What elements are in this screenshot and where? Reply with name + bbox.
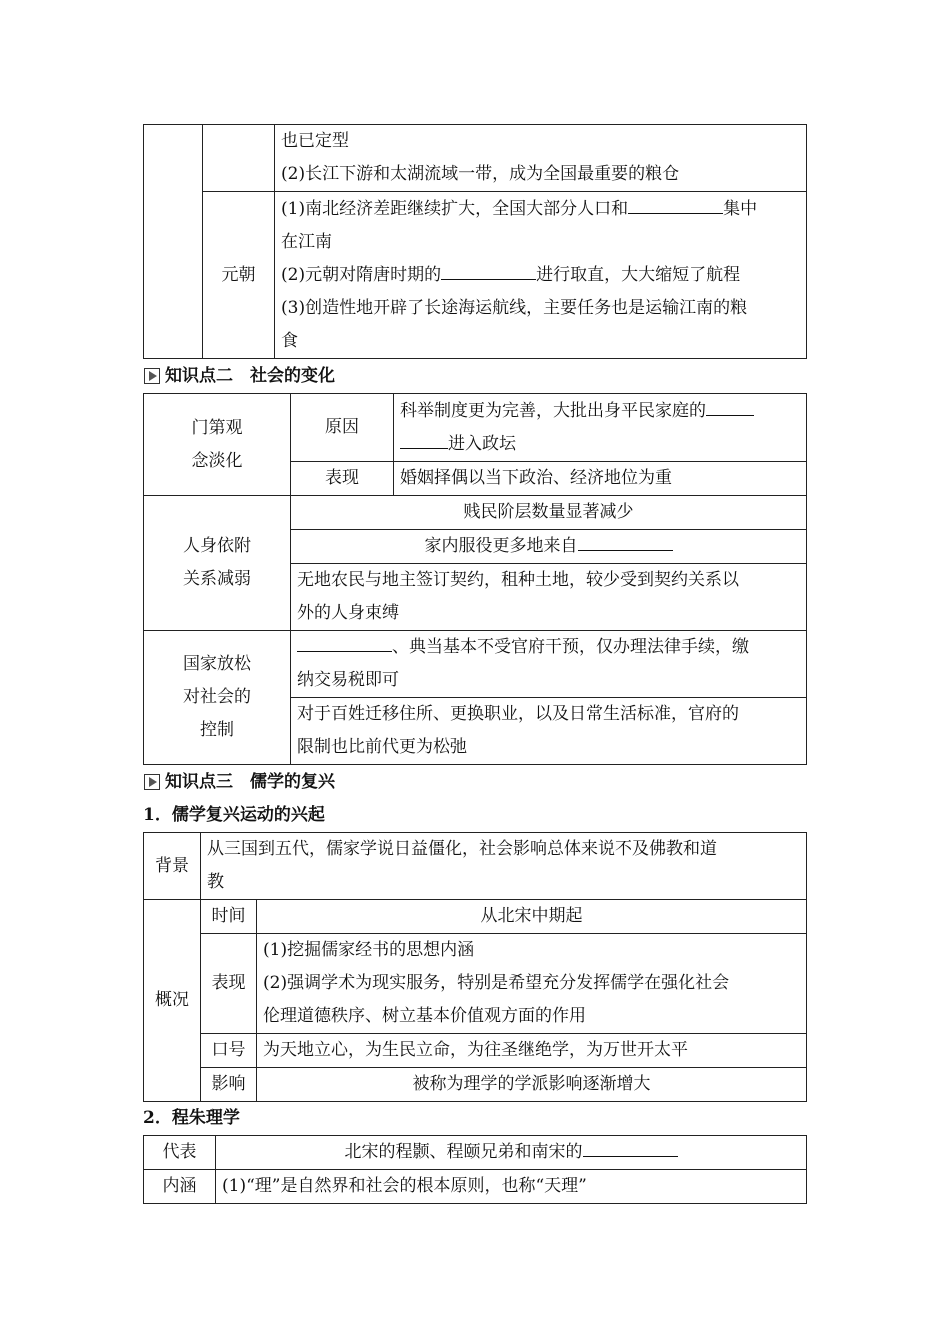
row-value (394, 394, 807, 462)
fill-blank[interactable] (628, 193, 723, 214)
neo-confucian-table (143, 1135, 807, 1204)
text-line: 伦理道德秩序、树立基本价值观方面的作用 (263, 1006, 586, 1026)
fill-blank[interactable] (297, 631, 392, 652)
fill-blank[interactable] (578, 530, 673, 551)
row-key: 背景 (144, 833, 201, 900)
text-fragment: 北宋的程颢、程颐兄弟和南宋的 (344, 1142, 583, 1162)
row-value: 被称为理学的学派影响逐渐增大 (257, 1068, 807, 1102)
row-value (201, 833, 807, 900)
text-fragment: (2)元朝对隋唐时期的 (281, 264, 442, 285)
fill-blank[interactable] (706, 395, 754, 416)
group-label (144, 394, 291, 496)
text-line: (2)长江下游和太湖流域一带，成为全国最重要的粮仓 (281, 164, 680, 184)
row-value: 从北宋中期起 (257, 900, 807, 934)
row-value (257, 934, 807, 1034)
yuan-label: 元朝 (203, 192, 275, 359)
row-key: 口号 (201, 1034, 257, 1068)
text-fragment: 进入政坛 (448, 433, 516, 454)
text-line: 对于百姓迁移住所、更换职业，以及日常生活标准，官府的 (297, 704, 739, 724)
row-value: 婚姻择偶以当下政治、经济地位为重 (394, 462, 807, 496)
text-line: 纳交易税即可 (297, 670, 399, 690)
section-heading (143, 765, 807, 799)
economy-table-continued (143, 124, 807, 359)
row-value (291, 564, 807, 631)
row-value (291, 530, 807, 564)
text-line: (2)强调学术为现实服务，特别是希望充分发挥儒学在强化社会 (263, 973, 730, 993)
text-fragment: 集中 (723, 198, 758, 219)
text-line: 从三国到五代，儒家学说日益僵化，社会影响总体来说不及佛教和道 (207, 839, 717, 859)
text-fragment: (1)南北经济差距继续扩大，全国大部分人口和 (281, 198, 629, 219)
text-line: 限制也比前代更为松弛 (297, 737, 467, 757)
text-line: (1)挖掘儒家经书的思想内涵 (263, 940, 475, 960)
row-key: 代表 (144, 1136, 216, 1170)
label-line: 控制 (200, 720, 234, 740)
play-triangle-icon (144, 774, 160, 790)
label-line: 门第观 (191, 417, 243, 438)
row-key: 时间 (201, 900, 257, 934)
row-value (291, 631, 807, 698)
yuan-content-cell (275, 192, 807, 359)
row-value: 为天地立心，为生民立命，为往圣继绝学，为万世开太平 (257, 1034, 807, 1068)
empty-dynasty-cell (203, 125, 275, 192)
section-heading (143, 359, 807, 393)
subheading: 1．儒学复兴运动的兴起 (143, 805, 325, 825)
play-triangle-icon (144, 368, 160, 384)
text-line: 外的人身束缚 (297, 603, 399, 623)
row-value (291, 698, 807, 765)
text-fragment: 科举制度更为完善，大批出身平民家庭的 (400, 400, 706, 421)
row-key: 概况 (144, 900, 201, 1102)
label-line: 关系减弱 (183, 569, 251, 589)
label-line: 国家放松 (183, 654, 251, 674)
row-value: 贱民阶层数量显著减少 (291, 496, 807, 530)
text-line: 无地农民与地主签订契约，租种土地，较少受到契约关系以 (297, 570, 739, 590)
label-line: 念淡化 (191, 450, 243, 471)
row-key: 表现 (201, 934, 257, 1034)
fill-blank[interactable] (583, 1136, 678, 1157)
social-change-table (143, 393, 807, 765)
empty-era-cell (144, 125, 203, 359)
section-heading-text: 知识点三 儒学的复兴 (165, 772, 335, 792)
label-line: 对社会的 (183, 687, 251, 707)
text-line: 也已定型 (281, 131, 349, 151)
label-line: 人身依附 (183, 536, 251, 556)
text-line: 教 (207, 872, 224, 892)
row-key: 内涵 (144, 1170, 216, 1204)
text-fragment: 家内服役更多地来自 (424, 536, 578, 556)
text-fragment: 进行取直，大大缩短了航程 (536, 264, 741, 285)
document-page (143, 124, 807, 1204)
fill-blank[interactable] (400, 428, 448, 449)
text-line: (3)创造性地开辟了长途海运航线，主要任务也是运输江南的粮 (281, 297, 748, 318)
confucian-revival-table (143, 832, 807, 1102)
row-key: 原因 (291, 394, 394, 462)
subheading: 2．程朱理学 (143, 1108, 240, 1128)
row-key: 影响 (201, 1068, 257, 1102)
text-fragment: 、典当基本不受官府干预，仅办理法律手续，缴 (392, 637, 749, 657)
row-value: (1)“理”是自然界和社会的根本原则，也称“天理” (216, 1170, 807, 1204)
row-value (216, 1136, 807, 1170)
group-label (144, 496, 291, 631)
fill-blank[interactable] (441, 259, 536, 280)
text-line: 食 (281, 330, 298, 351)
song-content-cell (275, 125, 807, 192)
row-key: 表现 (291, 462, 394, 496)
section-heading-text: 知识点二 社会的变化 (165, 366, 335, 386)
text-line: 在江南 (281, 231, 332, 252)
group-label (144, 631, 291, 765)
